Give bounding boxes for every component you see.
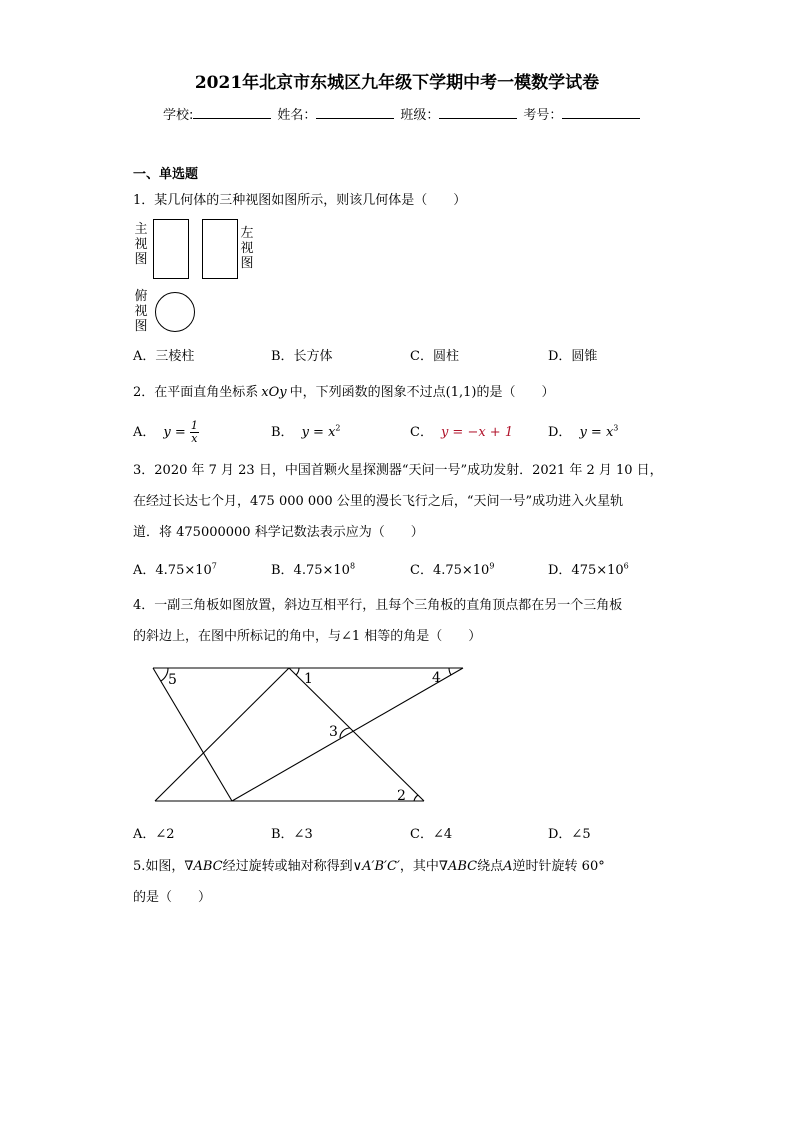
q3-line-2: 在经过长达七个月，475 000 000 公里的漫长飞行之后，“天问一号”成功进入火星轨 bbox=[133, 494, 624, 509]
q2-option-b-exponent: 2 bbox=[335, 423, 341, 433]
section-heading: 一、单选题 bbox=[133, 167, 199, 182]
q2-option-a-lhs: y = bbox=[163, 425, 186, 440]
page-title: 2021年北京市东城区九年级下学期中考一模数学试卷 bbox=[194, 73, 600, 93]
q3-option-b-exponent: 8 bbox=[349, 561, 356, 571]
q4-long-diagonal bbox=[232, 668, 463, 801]
q3-option-a-exponent: 7 bbox=[211, 561, 217, 571]
exam-no-label: 考号： bbox=[523, 108, 563, 123]
q5-part-e: 逆时针旋转 60° bbox=[512, 859, 605, 874]
q4-angle-label-3: 3 bbox=[329, 724, 338, 740]
q5-part-c: ，其中 bbox=[399, 859, 439, 874]
school-label: 学校: bbox=[163, 108, 194, 123]
q1-front-view-label: 主 视 图 bbox=[134, 222, 148, 267]
q2-stem-point: (1,1) bbox=[445, 385, 477, 400]
q1-option-c[interactable]: C．圆柱 bbox=[410, 349, 459, 364]
q4-angle-2-arc bbox=[414, 795, 418, 801]
q2-option-d-label: D． bbox=[548, 425, 572, 440]
q5-part-b: 经过旋转或轴对称得到 bbox=[222, 859, 353, 874]
q1-option-d[interactable]: D．圆锥 bbox=[548, 349, 598, 364]
q2-option-a-label: A． bbox=[133, 425, 156, 440]
q3-line-3: 道．将 475000000 科学记数法表示应为（ ） bbox=[133, 525, 424, 540]
q3-option-c-exponent: 9 bbox=[489, 561, 495, 571]
q3-option-c-text: C．4.75×10 bbox=[410, 563, 490, 578]
q4-option-b[interactable]: B．∠3 bbox=[271, 827, 313, 842]
q5-triangle-abc-2: ∇ABC bbox=[438, 859, 478, 874]
q1-stem: 1．某几何体的三种视图如图所示，则该几何体是（ ） bbox=[133, 193, 467, 208]
q4-option-c[interactable]: C．∠4 bbox=[410, 827, 453, 842]
q4-angle-label-4: 4 bbox=[432, 670, 441, 686]
q2-stem-part-a: 2．在平面直角坐标系 bbox=[133, 385, 259, 400]
q1-option-b[interactable]: B．长方体 bbox=[271, 349, 333, 364]
q1-side-view-label: 左 视 图 bbox=[240, 226, 254, 271]
q4-left-slant bbox=[153, 668, 232, 801]
q2-option-b-label: B． bbox=[271, 425, 294, 440]
q2-option-a-denominator: x bbox=[191, 432, 198, 445]
q3-option-d-exponent: 6 bbox=[623, 561, 629, 571]
q4-angle-label-2: 2 bbox=[397, 788, 406, 804]
q4-right-slant bbox=[289, 668, 424, 801]
q4-option-a[interactable]: A．∠2 bbox=[133, 827, 175, 842]
q2-stem-part-b: 中，下列函数的图象不过点 bbox=[289, 385, 446, 400]
q5-point-a: A bbox=[503, 859, 513, 874]
name-label: 姓名： bbox=[277, 108, 317, 123]
q2-option-a-numerator: 1 bbox=[190, 419, 198, 432]
q4-line-2: 的斜边上，在图中所标记的角中，与∠1 相等的角是（ ） bbox=[133, 629, 482, 644]
q5-part-a: 5.如图， bbox=[133, 859, 185, 874]
q2-stem-var: xOy bbox=[261, 385, 287, 400]
q5-triangle-abc: ∇ABC bbox=[184, 859, 223, 874]
q3-option-a-text: A．4.75×10 bbox=[133, 563, 212, 578]
q5-line-1 bbox=[133, 859, 605, 875]
q2-option-d-exponent: 3 bbox=[613, 423, 619, 433]
q3-option-b-text: B．4.75×10 bbox=[271, 563, 350, 578]
q2-stem-part-c: 的是（ ） bbox=[476, 385, 555, 400]
q5-part-d: 绕点 bbox=[477, 859, 504, 874]
q4-angle-label-5: 5 bbox=[168, 672, 177, 688]
q4-angle-1-arc bbox=[296, 668, 299, 675]
q3-line-1: 3．2020 年 7 月 23 日，中国首颗火星探测器“天问一号”成功发射．2021 年 2 月 10 日， bbox=[133, 463, 663, 478]
q3-option-d-text: D．475×10 bbox=[548, 563, 624, 578]
q2-option-d-expr: y = x bbox=[579, 425, 614, 440]
q4-line-1: 4．一副三角板如图放置，斜边互相平行，且每个三角板的直角顶点都在另一个三角板 bbox=[133, 598, 623, 613]
q5-line-2: 的是（ ） bbox=[133, 890, 212, 905]
q1-option-a[interactable]: A．三棱柱 bbox=[133, 349, 195, 364]
q1-top-view-label: 俯 视 图 bbox=[134, 289, 148, 334]
q4-angle-4-arc bbox=[449, 668, 451, 675]
q4-angle-label-1: 1 bbox=[304, 671, 313, 687]
q4-option-d[interactable]: D．∠5 bbox=[548, 827, 591, 842]
q2-option-c-expr: y = −x + 1 bbox=[440, 425, 514, 440]
q2-option-c-label: C． bbox=[410, 425, 433, 440]
q2-option-b-expr: y = x bbox=[301, 425, 336, 440]
q4-angle-5-arc bbox=[161, 668, 168, 681]
class-label: 班级： bbox=[400, 108, 440, 123]
q5-triangle-image: ∨A′B′C′ bbox=[352, 859, 400, 874]
